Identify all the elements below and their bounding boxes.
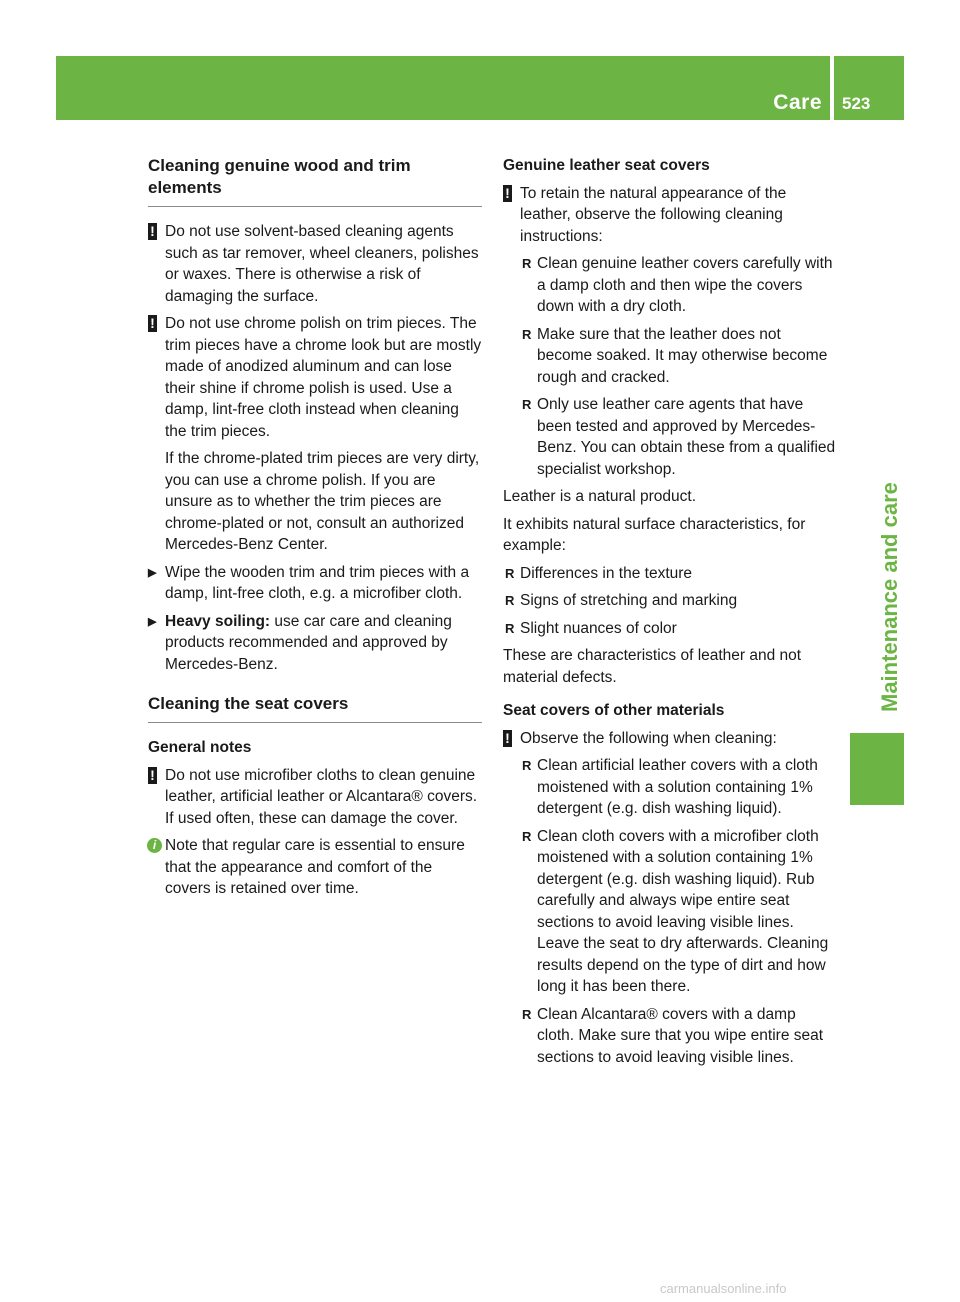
bullet-icon: R	[522, 758, 532, 773]
heading-wood-trim: Cleaning genuine wood and trim elements	[148, 155, 482, 207]
bullet-icon: R	[522, 256, 532, 271]
list-item-text: Only use leather care agents that have been tested and approved by Mercedes-Benz. You can obtain these from a qualified specialist workshop.	[537, 396, 836, 478]
bullet-icon: R	[505, 620, 515, 636]
warning-icon: !	[148, 767, 157, 784]
heading-leather: Genuine leather seat covers	[503, 157, 710, 174]
side-tab-label: Maintenance and care	[877, 482, 902, 712]
bullet-icon: R	[505, 565, 515, 581]
warning-note	[148, 765, 482, 830]
header-bar	[56, 56, 830, 120]
list-item-text: Clean cloth covers with a microfiber cloth moistened with a solution containing 1% detergent (e.g. dish washing liquid). Rub carefully and always wipe entire seat sections to avoid leaving visible lines. Leave the seat to dry afterwards. Cleaning results depend on the type of dirt and how long it has been there.	[537, 827, 829, 995]
step-arrow-icon: ▶	[148, 615, 157, 628]
watermark: carmanualsonline.info	[660, 1281, 787, 1296]
heading-other-materials: Seat covers of other materials	[503, 702, 725, 719]
warning-text: Do not use chrome polish on trim pieces. The trim pieces have a chrome look but are mostly made of anodized aluminum and can lose their shine if chrome polish is used. Use a damp, lint-free cloth instead when cleaning the trim pieces.	[165, 315, 482, 440]
bullet-icon: R	[505, 593, 515, 608]
bullet-icon: R	[522, 326, 532, 342]
list-item	[503, 563, 837, 585]
warning-note	[148, 313, 482, 442]
warning-note-continued	[148, 448, 482, 556]
paragraph: It exhibits natural surface characteristics, for example:	[503, 515, 806, 554]
warning-text: Do not use microfiber cloths to clean genuine leather, artificial leather or Alcantara® covers. If used often, these can damage the cover.	[165, 766, 478, 827]
bullet-icon: R	[522, 1006, 532, 1022]
warning-icon: !	[503, 730, 512, 747]
step-item	[148, 562, 482, 605]
list-item	[520, 324, 837, 389]
list-item	[520, 755, 837, 820]
heading-seat-covers: Cleaning the seat covers	[148, 693, 482, 723]
step-text: use car care and cleaning products recommended and approved by Mercedes-Benz.	[165, 612, 452, 673]
list-item-text: Make sure that the leather does not become soaked. It may otherwise become rough and cracked.	[537, 325, 828, 386]
warning-icon: !	[148, 315, 157, 332]
list-item	[520, 394, 837, 480]
list-item	[520, 826, 837, 998]
page-number: 523	[842, 94, 871, 113]
info-note	[148, 835, 482, 900]
paragraph: These are characteristics of leather and not material defects.	[503, 647, 802, 686]
step-item	[148, 611, 482, 676]
warning-icon: !	[503, 185, 512, 202]
step-arrow-icon: ▶	[148, 566, 157, 579]
list-item	[520, 253, 837, 318]
info-text: Note that regular care is essential to ensure that the appearance and comfort of the covers is retained over time.	[165, 837, 465, 897]
step-text: Wipe the wooden trim and trim pieces with a damp, lint-free cloth, e.g. a microfiber cloth.	[165, 563, 470, 602]
list-item-text: Slight nuances of color	[520, 619, 677, 637]
list-item-text: Differences in the texture	[520, 564, 693, 582]
left-column	[148, 155, 482, 906]
warning-text: Observe the following when cleaning:	[520, 729, 777, 747]
section-title: Care	[773, 91, 822, 114]
warning-text: To retain the natural appearance of the leather, observe the following cleaning instructions:	[520, 184, 787, 245]
paragraph: Leather is a natural product.	[503, 488, 697, 505]
warning-note	[503, 728, 837, 750]
warning-text: Do not use solvent-based cleaning agents such as tar remover, wheel cleaners, polishes or waxes. There is otherwise a risk of damaging the surface.	[165, 223, 479, 305]
side-tab-block	[850, 733, 904, 805]
list-item-text: Clean Alcantara® covers with a damp cloth. Make sure that you wipe entire seat sections to avoid leaving visible lines.	[537, 1005, 824, 1066]
list-item	[520, 1004, 837, 1069]
list-item-text: Signs of stretching and marking	[520, 592, 738, 609]
list-item	[503, 590, 837, 612]
warning-icon: !	[148, 223, 157, 240]
warning-text: If the chrome-plated trim pieces are very dirty, you can use a chrome polish. If you are unsure as to whether the trim pieces are chrome-plated or not, consult an authorized Mercedes-Benz Center.	[165, 450, 480, 553]
bullet-icon: R	[522, 828, 532, 844]
list-item-text: Clean genuine leather covers carefully with a damp cloth and then wipe the covers down with a dry cloth.	[537, 255, 833, 315]
right-column	[503, 155, 837, 1074]
warning-note	[148, 221, 482, 307]
warning-note	[503, 183, 837, 248]
info-icon: i	[147, 838, 162, 853]
list-item	[503, 618, 837, 640]
heading-general-notes: General notes	[148, 739, 252, 756]
bullet-icon: R	[522, 397, 532, 412]
step-bold-text: Heavy soiling:	[165, 612, 271, 630]
list-item-text: Clean artificial leather covers with a cloth moistened with a solution containing 1% detergent (e.g. dish washing liquid).	[537, 757, 818, 817]
page-number-box	[834, 56, 904, 120]
